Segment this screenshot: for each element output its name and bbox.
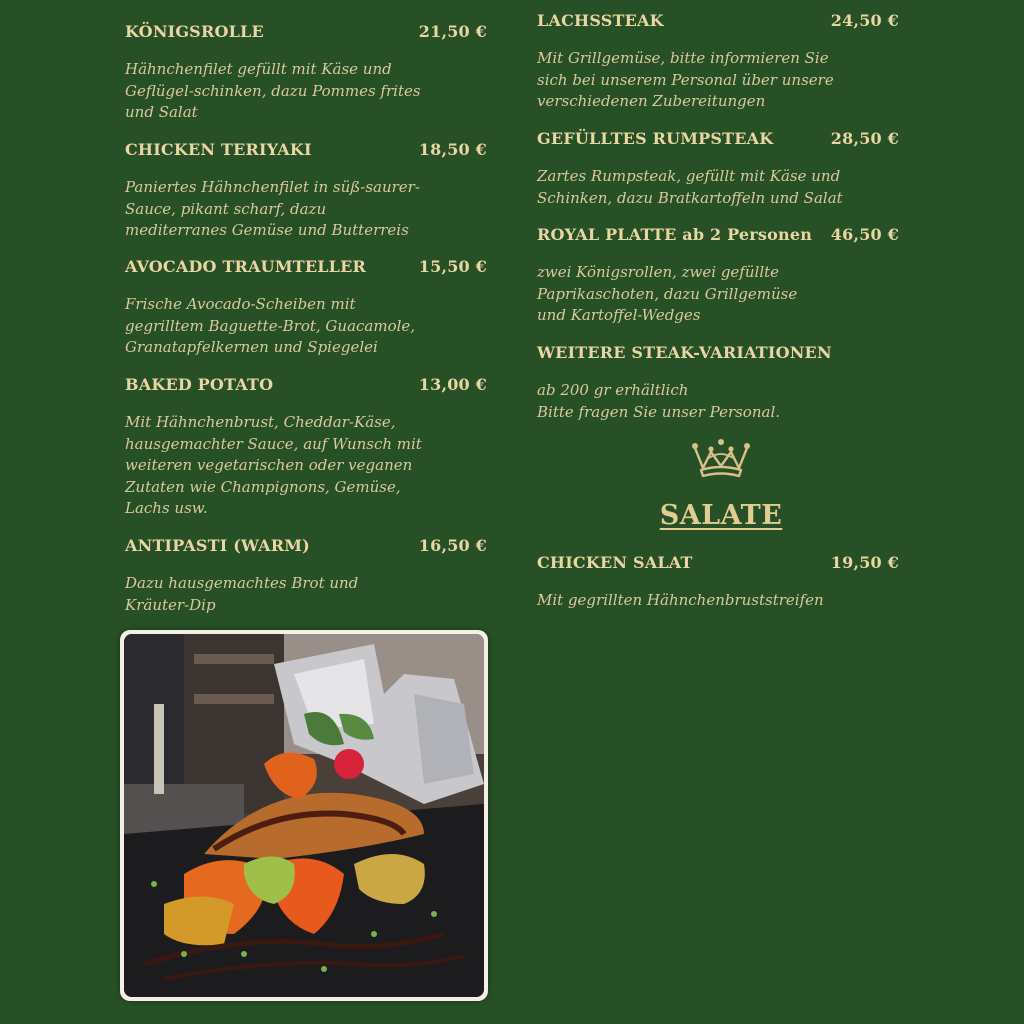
menu-item: [125, 375, 487, 520]
item-description: Mit gegrillten Hähnchenbruststreifen: [537, 591, 824, 609]
item-description: Hähnchenfilet gefüllt mit Käse und Geflügel-schinken, dazu Pommes frites und Salat: [125, 60, 421, 121]
item-price: 24,50 €: [830, 11, 899, 30]
menu-item: [537, 553, 899, 612]
item-price: 28,50 €: [830, 129, 899, 148]
item-price: 15,50 €: [418, 257, 487, 276]
food-photo: [124, 634, 484, 997]
item-description: ab 200 gr erhältlich Bitte fragen Sie unser Personal.: [537, 381, 781, 421]
item-price: 46,50 €: [830, 225, 899, 244]
item-description: Paniertes Hähnchenfilet in süß-saurer- Sauce, pikant scharf, dazu mediterranes Gemüse und Butterreis: [125, 178, 420, 239]
item-name: AVOCADO TRAUMTELLER: [125, 257, 367, 276]
menu-item: [537, 11, 899, 113]
item-description: Zartes Rumpsteak, gefüllt mit Käse und Schinken, dazu Bratkartoffeln und Salat: [537, 167, 843, 207]
item-name: BAKED POTATO: [125, 375, 274, 394]
item-name: WEITERE STEAK-VARIATIONEN: [537, 343, 832, 362]
item-name: LACHSSTEAK: [537, 11, 664, 30]
crown-icon: [689, 436, 753, 482]
item-description: Mit Grillgemüse, bitte informieren Sie sich bei unserem Personal über unsere verschiedenen Zubereitungen: [537, 49, 834, 110]
menu-item: [125, 257, 487, 359]
item-name: CHICKEN TERIYAKI: [125, 140, 312, 159]
item-description: Frische Avocado-Scheiben mit gegrilltem Baguette-Brot, Guacamole, Granatapfelkernen und Spiegelei: [125, 295, 416, 356]
item-description: Mit Hähnchenbrust, Cheddar-Käse, hausgemachter Sauce, auf Wunsch mit weiteren vegetarischen oder veganen Zutaten wie Champignons, Gemüse, Lachs usw.: [125, 413, 422, 517]
item-price: 19,50 €: [830, 553, 899, 572]
section-title-salate: SALATE: [659, 500, 783, 531]
menu-item: [537, 129, 899, 209]
item-price: 21,50 €: [418, 22, 487, 41]
item-name: ANTIPASTI (WARM): [125, 536, 310, 555]
food-photo-frame: [120, 630, 488, 1001]
menu-item: [125, 140, 487, 242]
menu-item: [537, 343, 899, 423]
item-description: zwei Königsrollen, zwei gefüllte Paprikaschoten, dazu Grillgemüse und Kartoffel-Wedges: [537, 263, 798, 324]
item-name: KÖNIGSROLLE: [125, 22, 264, 41]
item-name: CHICKEN SALAT: [537, 553, 693, 572]
menu-item: [537, 225, 899, 327]
menu-item: [125, 536, 487, 616]
item-price: 16,50 €: [418, 536, 487, 555]
item-price: 18,50 €: [418, 140, 487, 159]
item-description: Dazu hausgemachtes Brot und Kräuter-Dip: [125, 574, 359, 614]
item-name: ROYAL PLATTE ab 2 Personen: [537, 225, 813, 244]
menu-item: [125, 22, 487, 124]
item-name: GEFÜLLTES RUMPSTEAK: [537, 129, 774, 148]
item-price: 13,00 €: [418, 375, 487, 394]
